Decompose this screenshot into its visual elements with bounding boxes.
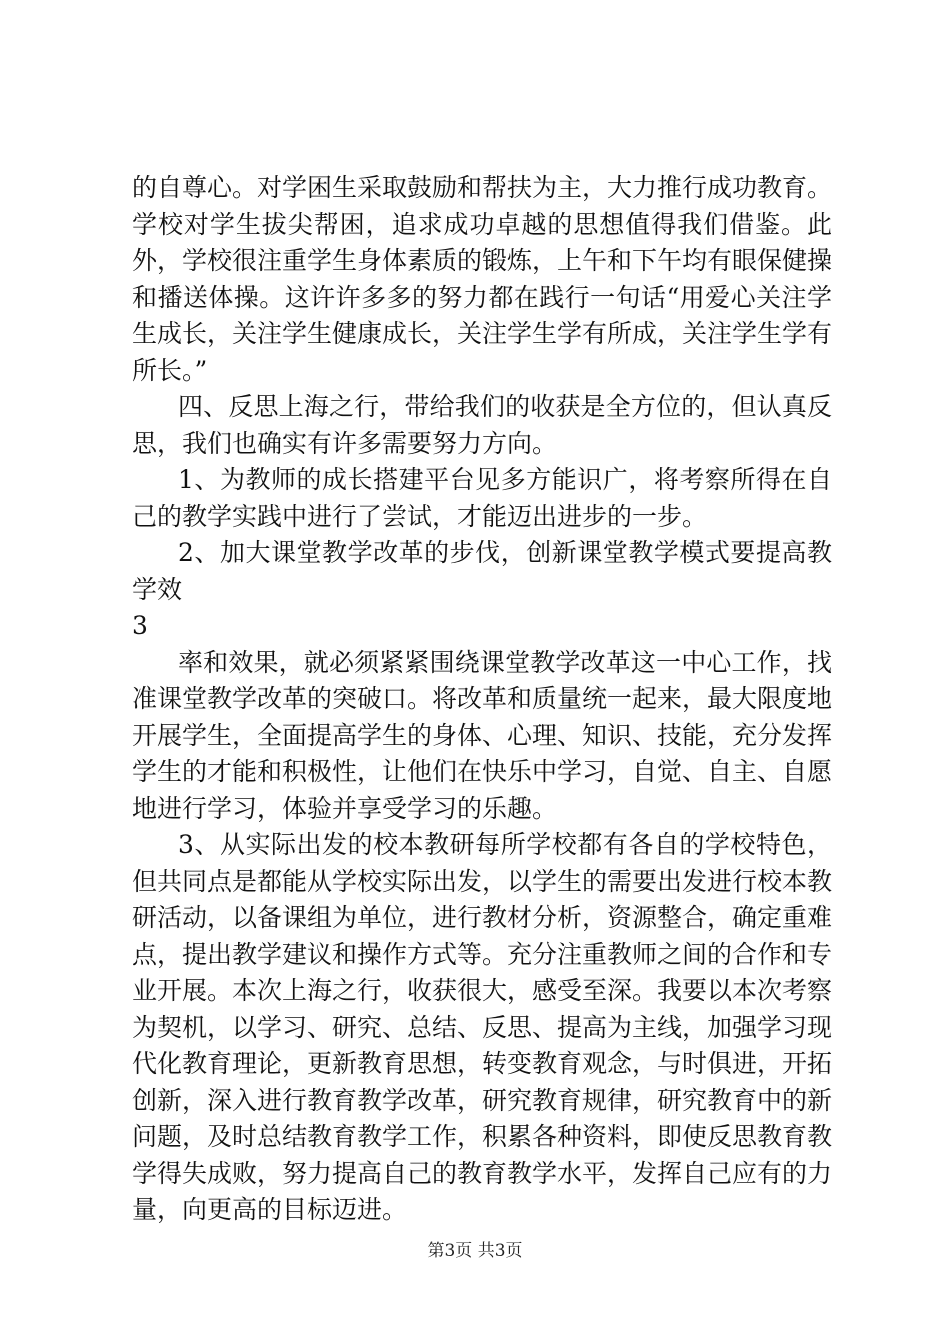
- paragraph-continuation: 的自尊心。对学困生采取鼓励和帮扶为主，大力推行成功教育。学校对学生拔尖帮困，追求成功卓越的思想值得我们借鉴。此外，学校很注重学生身体素质的锻炼，上午和下午均有眼保健操和播送体操。这许许多多的努力都在践行一句话“用爱心关注学生成长，关注学生健康成长，关注学生学有所成，关注学生学有所长。”: [132, 173, 833, 385]
- page-number-label: 第3页 共3页: [427, 1241, 523, 1261]
- paragraph-item-three: 3、从实际出发的校本教研每所学校都有各自的学校特色，但共同点是都能从学校实际出发，以学生的需要出发进行校本教研活动，以备课组为单位，进行教材分析，资源整合，确定重难点，提出教学建议和操作方式等。充分注重教师之间的合作和专业开展。本次上海之行，收获很大，感受至深。我要以本次考察为契机，以学习、研究、总结、反思、提高为主线，加强学习现代化教育理论，更新教育思想，转变教育观念，与时俱进，开拓创新，深入进行教育教学改革，研究教育规律，研究教育中的新问题，及时总结教育教学工作，积累各种资料，即使反思教育教学得失成败，努力提高自己的教育教学水平，发挥自己应有的力量，向更高的目标迈进。: [132, 830, 833, 1224]
- paragraph-item-two-continued: 率和效果，就必须紧紧围绕课堂教学改革这一中心工作，找准课堂教学改革的突破口。将改革和质量统一起来，最大限度地开展学生，全面提高学生的身体、心理、知识、技能，充分发挥学生的才能和积极性，让他们在快乐中学习，自觉、自主、自愿地进行学习，体验并享受学习的乐趣。: [132, 647, 833, 823]
- paragraph-item-two: 2、加大课堂教学改革的步伐，创新课堂教学模式要提高教学效: [132, 538, 832, 604]
- paragraph-section-four: 四、反思上海之行，带给我们的收获是全方位的，但认真反思，我们也确实有许多需要努力方向。: [132, 392, 832, 458]
- inline-page-number: 3: [132, 611, 148, 640]
- paragraph-item-one: 1、为教师的成长搭建平台见多方能识广，将考察所得在自己的教学实践中进行了尝试，才能迈出进步的一步。: [132, 465, 832, 531]
- document-body: [132, 170, 832, 1229]
- page-footer: [0, 1240, 950, 1262]
